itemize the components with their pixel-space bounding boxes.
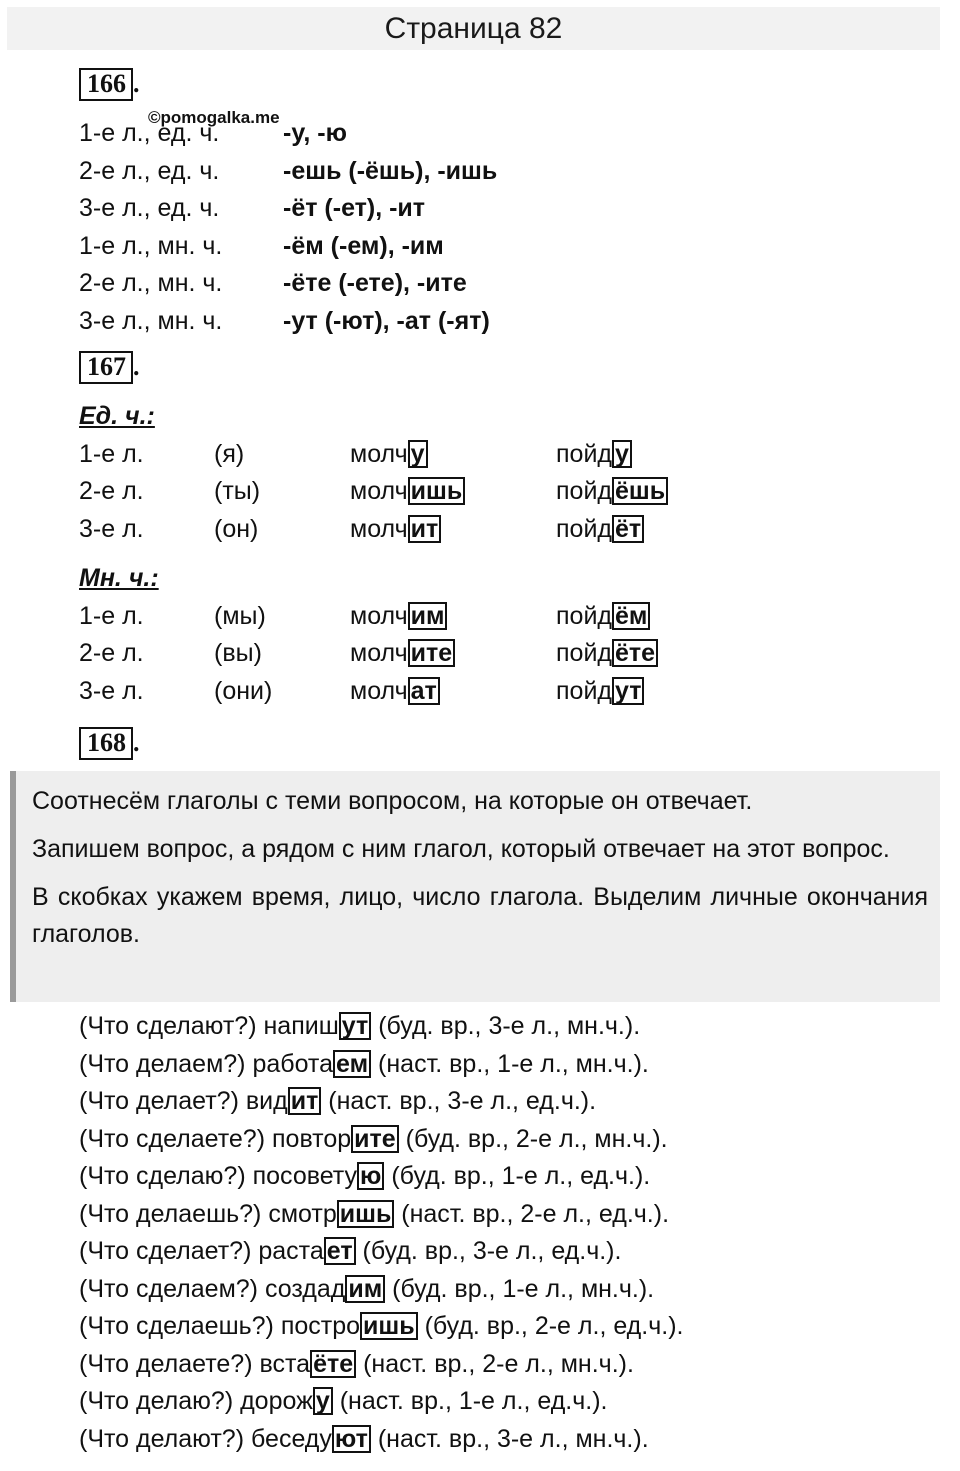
note-paragraph: Соотнесём глаголы с теми вопросом, на которые он отвечает. bbox=[32, 787, 753, 815]
answer-line: (Что делаю?) дорож у (наст. вр., 1-е л., ед.ч.). bbox=[79, 1387, 608, 1415]
exercise-number-167: 167 . bbox=[79, 351, 140, 384]
singular-heading: Ед. ч.: bbox=[79, 402, 155, 430]
answer-line: (Что сделаете?) повтор ите (буд. вр., 2-е л., мн.ч.). bbox=[79, 1125, 668, 1153]
page-title: Страница 82 bbox=[7, 7, 940, 50]
answer-line: (Что делает?) вид ит (наст. вр., 3-е л., ед.ч.). bbox=[79, 1087, 597, 1115]
note-paragraph: Запишем вопрос, а рядом с ним глагол, который отвечает на этот вопрос. bbox=[32, 835, 890, 863]
answer-line: (Что делаем?) работа ем (наст. вр., 1-е л., мн.ч.). bbox=[79, 1050, 649, 1078]
answer-line: (Что делаешь?) смотр ишь (наст. вр., 2-е л., ед.ч.). bbox=[79, 1200, 670, 1228]
exercise-number-166: 166 . bbox=[79, 68, 140, 101]
explanation-note bbox=[10, 771, 940, 1002]
answer-line: (Что делаете?) вста ёте (наст. вр., 2-е л., мн.ч.). bbox=[79, 1350, 634, 1378]
answer-line: (Что сделает?) раста ет (буд. вр., 3-е л., ед.ч.). bbox=[79, 1237, 622, 1265]
answer-line: (Что сделаю?) посовету ю (буд. вр., 1-е л., ед.ч.). bbox=[79, 1162, 651, 1190]
watermark: ©pomogalka.me bbox=[148, 108, 280, 127]
answer-line: (Что сделаем?) создад им (буд. вр., 1-е л., мн.ч.). bbox=[79, 1275, 655, 1303]
plural-heading: Мн. ч.: bbox=[79, 564, 159, 592]
note-paragraph: В скобках укажем время, лицо, число глагола. Выделим личные окончания глаголов. bbox=[32, 883, 928, 948]
answer-line: (Что сделают?) напиш ут (буд. вр., 3-е л., мн.ч.). bbox=[79, 1012, 641, 1040]
answer-line: (Что делают?) беседу ют (наст. вр., 3-е л., мн.ч.). bbox=[79, 1425, 649, 1453]
answer-line: (Что сделаешь?) постро ишь (буд. вр., 2-е л., ед.ч.). bbox=[79, 1312, 684, 1340]
exercise-number-168: 168 . bbox=[79, 727, 140, 760]
